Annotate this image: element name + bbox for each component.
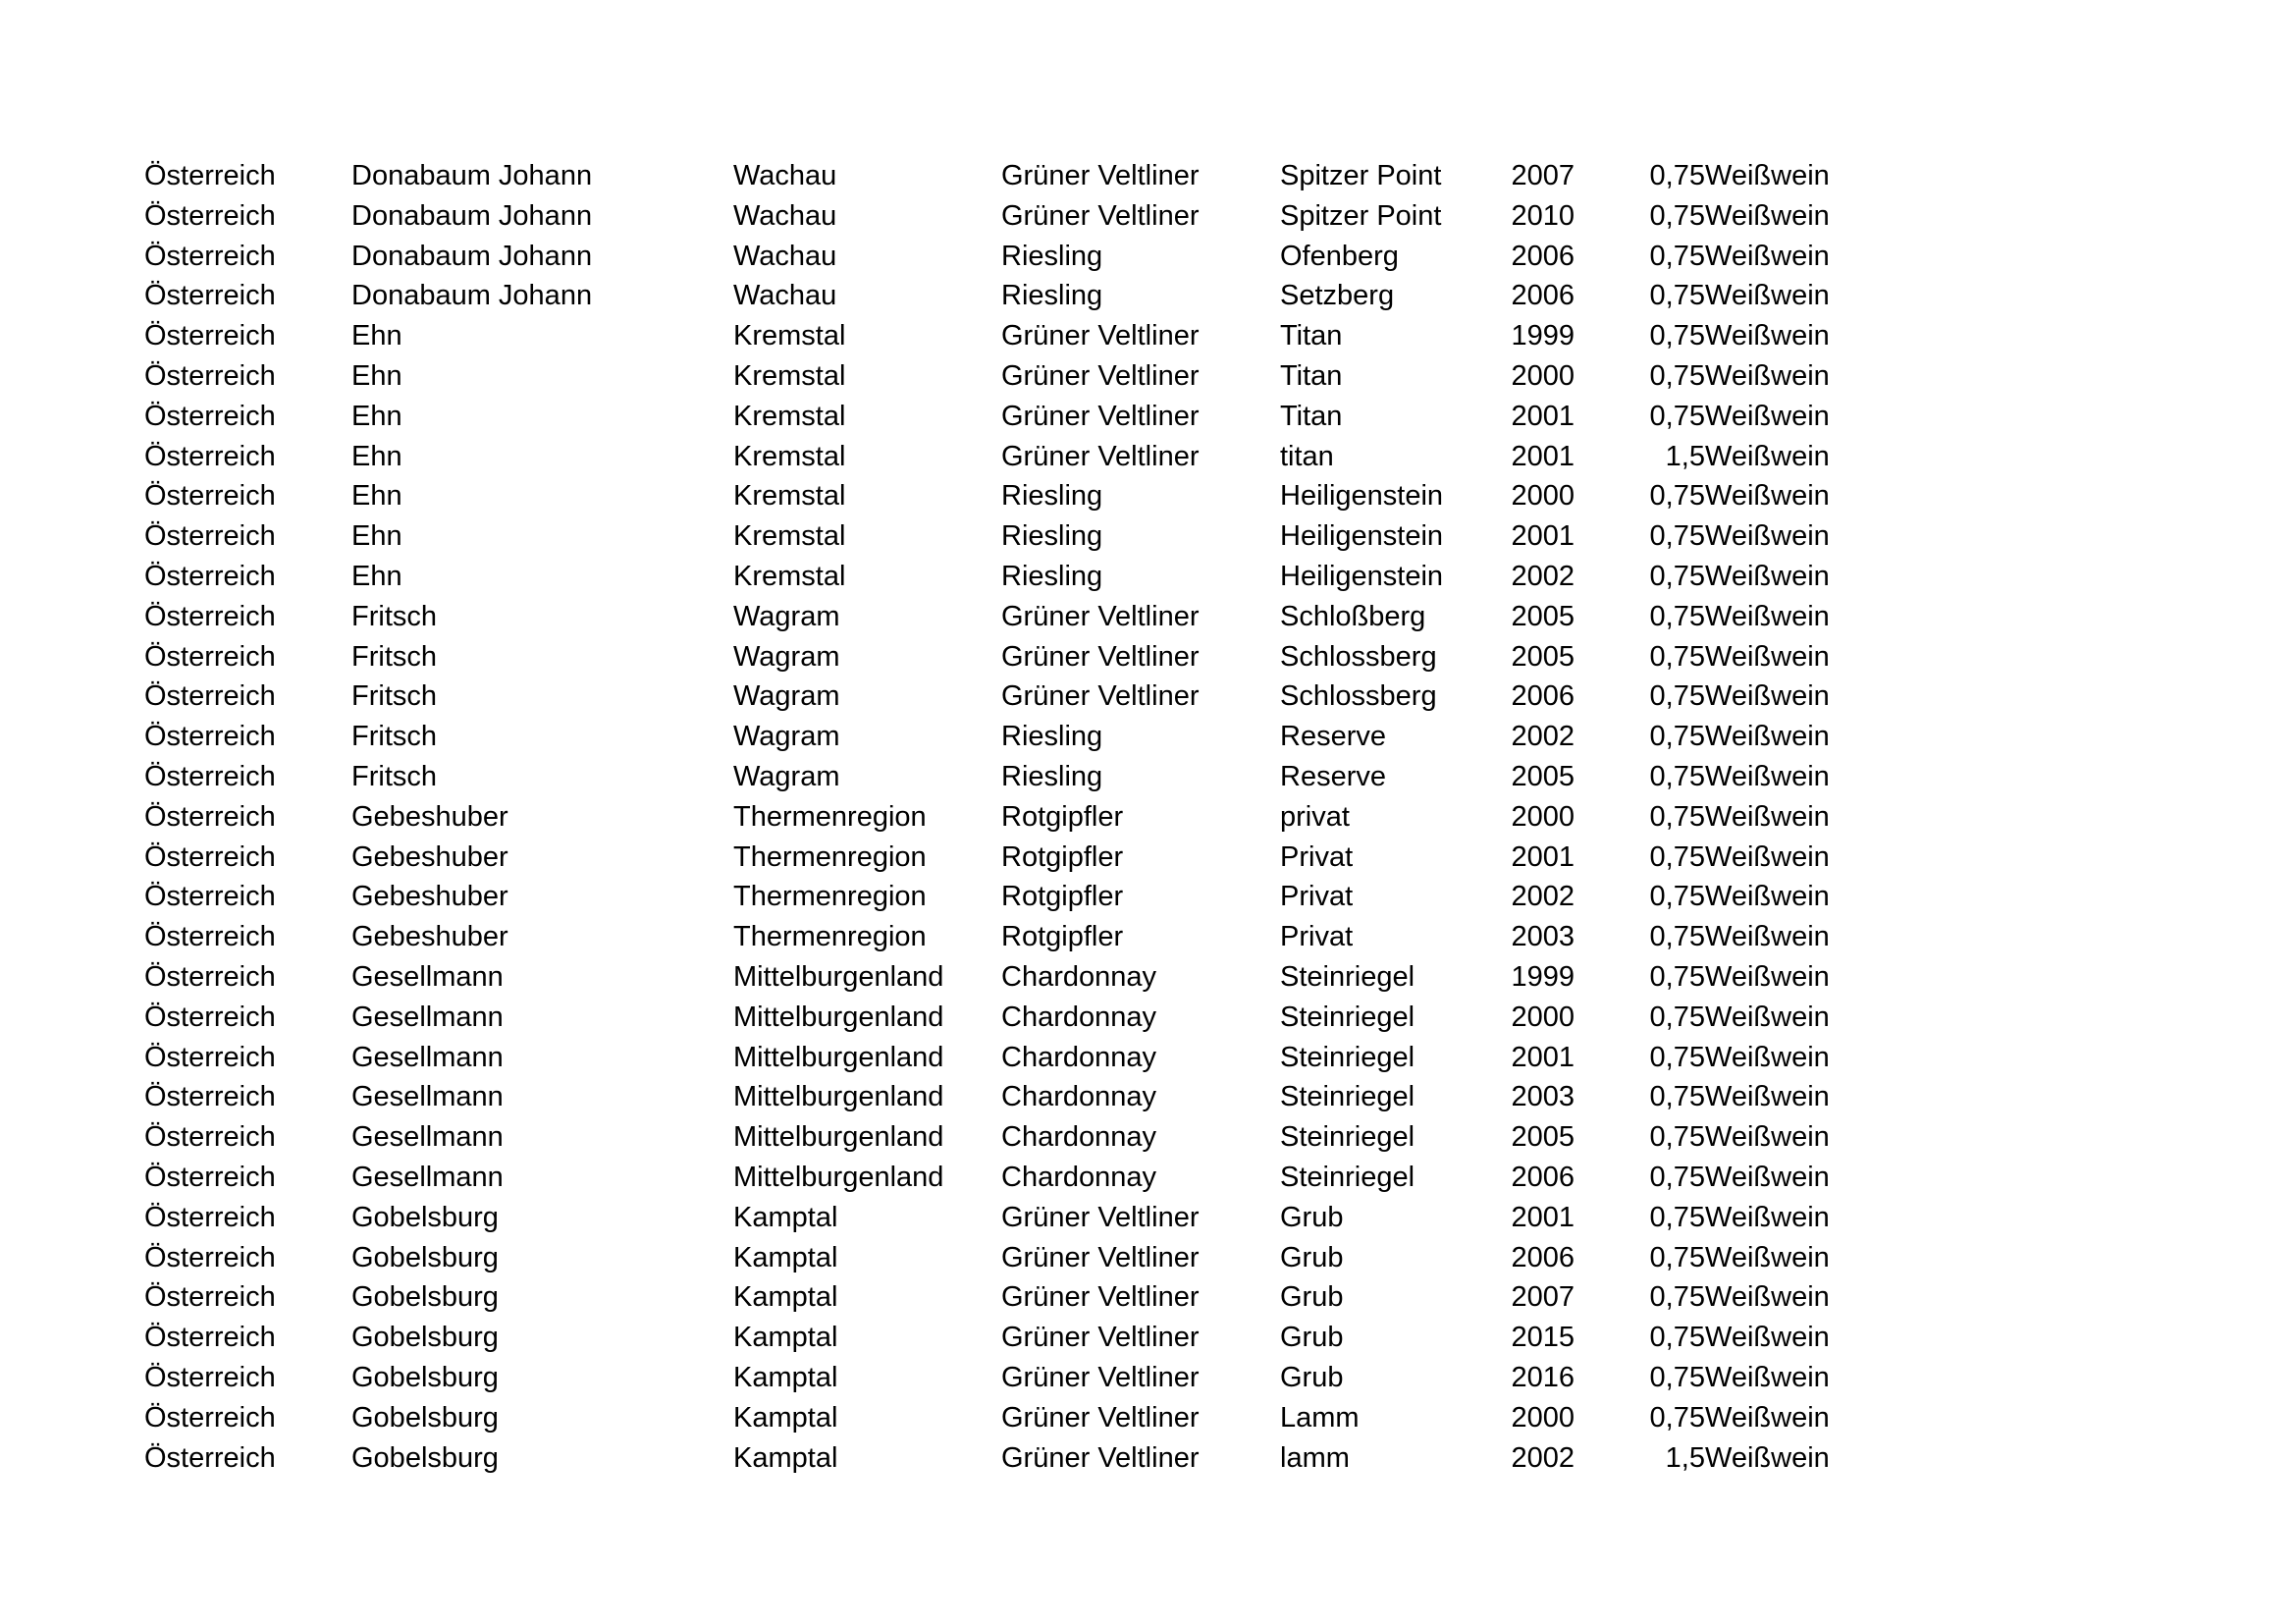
region-cell: Wachau xyxy=(733,199,837,232)
winery-cell: Gobelsburg xyxy=(351,1201,499,1233)
winery-cell: Gebeshuber xyxy=(351,800,508,833)
table-row xyxy=(144,237,1901,277)
vineyard-cell: Grub xyxy=(1280,1241,1344,1273)
winery-cell: Gesellmann xyxy=(351,1001,504,1033)
grape-cell: Grüner Veltliner xyxy=(1001,600,1200,632)
region-cell: Mittelburgenland xyxy=(733,1041,944,1073)
region-cell: Kremstal xyxy=(733,560,846,592)
vintage-cell: 1999 xyxy=(1511,960,1575,993)
grape-cell: Riesling xyxy=(1001,520,1103,553)
winery-cell: Ehn xyxy=(351,560,402,592)
vineyard-cell: Grub xyxy=(1280,1322,1344,1354)
wine-type-cell: Weißwein xyxy=(1705,680,1830,713)
vintage-cell: 2002 xyxy=(1511,881,1575,913)
region-cell: Thermenregion xyxy=(733,840,927,873)
volume-cell: 0,75 xyxy=(1649,1041,1705,1073)
country-cell: Österreich xyxy=(144,840,276,873)
table-row xyxy=(144,1438,1901,1479)
vintage-cell: 2000 xyxy=(1511,800,1575,833)
volume-cell: 0,75 xyxy=(1649,1201,1705,1233)
vintage-cell: 2001 xyxy=(1511,520,1575,553)
table-row xyxy=(144,838,1901,878)
vintage-cell: 2001 xyxy=(1511,840,1575,873)
grape-cell: Riesling xyxy=(1001,760,1103,792)
vineyard-cell: Privat xyxy=(1280,921,1354,953)
volume-cell: 0,75 xyxy=(1649,359,1705,392)
vintage-cell: 2001 xyxy=(1511,440,1575,472)
region-cell: Kamptal xyxy=(733,1401,838,1434)
vineyard-cell: Spitzer Point xyxy=(1280,199,1442,232)
grape-cell: Riesling xyxy=(1001,480,1103,513)
vintage-cell: 2005 xyxy=(1511,760,1575,792)
region-cell: Kremstal xyxy=(733,440,846,472)
country-cell: Österreich xyxy=(144,320,276,352)
wine-type-cell: Weißwein xyxy=(1705,199,1830,232)
wine-type-cell: Weißwein xyxy=(1705,840,1830,873)
grape-cell: Chardonnay xyxy=(1001,1121,1156,1154)
vintage-cell: 2016 xyxy=(1511,1361,1575,1393)
volume-cell: 0,75 xyxy=(1649,1241,1705,1273)
vineyard-cell: Titan xyxy=(1280,400,1343,432)
table-row xyxy=(144,957,1901,998)
volume-cell: 0,75 xyxy=(1649,560,1705,592)
vintage-cell: 2005 xyxy=(1511,600,1575,632)
wine-list-table xyxy=(144,156,1901,1478)
vineyard-cell: Titan xyxy=(1280,320,1343,352)
region-cell: Wagram xyxy=(733,640,840,673)
winery-cell: Gobelsburg xyxy=(351,1241,499,1273)
wine-type-cell: Weißwein xyxy=(1705,240,1830,272)
vineyard-cell: Setzberg xyxy=(1280,280,1395,312)
volume-cell: 1,5 xyxy=(1665,440,1705,472)
country-cell: Österreich xyxy=(144,240,276,272)
country-cell: Österreich xyxy=(144,520,276,553)
grape-cell: Grüner Veltliner xyxy=(1001,680,1200,713)
grape-cell: Grüner Veltliner xyxy=(1001,440,1200,472)
grape-cell: Grüner Veltliner xyxy=(1001,1441,1200,1474)
table-row xyxy=(144,998,1901,1038)
table-row xyxy=(144,1198,1901,1238)
country-cell: Österreich xyxy=(144,1121,276,1154)
winery-cell: Ehn xyxy=(351,320,402,352)
volume-cell: 0,75 xyxy=(1649,1081,1705,1113)
grape-cell: Grüner Veltliner xyxy=(1001,1401,1200,1434)
table-row xyxy=(144,757,1901,797)
winery-cell: Gobelsburg xyxy=(351,1322,499,1354)
volume-cell: 0,75 xyxy=(1649,1001,1705,1033)
region-cell: Kamptal xyxy=(733,1201,838,1233)
vineyard-cell: Steinriegel xyxy=(1280,1001,1415,1033)
vineyard-cell: titan xyxy=(1280,440,1334,472)
table-row xyxy=(144,1077,1901,1117)
grape-cell: Chardonnay xyxy=(1001,1041,1156,1073)
winery-cell: Donabaum Johann xyxy=(351,280,593,312)
vintage-cell: 2002 xyxy=(1511,560,1575,592)
table-row xyxy=(144,437,1901,477)
region-cell: Mittelburgenland xyxy=(733,1001,944,1033)
grape-cell: Riesling xyxy=(1001,560,1103,592)
vineyard-cell: Titan xyxy=(1280,359,1343,392)
country-cell: Österreich xyxy=(144,721,276,753)
vintage-cell: 2001 xyxy=(1511,1041,1575,1073)
region-cell: Wagram xyxy=(733,760,840,792)
volume-cell: 0,75 xyxy=(1649,1281,1705,1314)
vineyard-cell: Grub xyxy=(1280,1201,1344,1233)
wine-type-cell: Weißwein xyxy=(1705,640,1830,673)
vintage-cell: 2002 xyxy=(1511,1441,1575,1474)
winery-cell: Donabaum Johann xyxy=(351,240,593,272)
volume-cell: 0,75 xyxy=(1649,240,1705,272)
volume-cell: 0,75 xyxy=(1649,800,1705,833)
vintage-cell: 2007 xyxy=(1511,160,1575,191)
country-cell: Österreich xyxy=(144,1322,276,1354)
grape-cell: Rotgipfler xyxy=(1001,840,1124,873)
volume-cell: 0,75 xyxy=(1649,1401,1705,1434)
wine-type-cell: Weißwein xyxy=(1705,1081,1830,1113)
grape-cell: Rotgipfler xyxy=(1001,881,1124,913)
region-cell: Thermenregion xyxy=(733,800,927,833)
table-row xyxy=(144,637,1901,677)
wine-type-cell: Weißwein xyxy=(1705,1001,1830,1033)
winery-cell: Ehn xyxy=(351,520,402,553)
country-cell: Österreich xyxy=(144,640,276,673)
table-row xyxy=(144,516,1901,557)
country-cell: Österreich xyxy=(144,560,276,592)
wine-type-cell: Weißwein xyxy=(1705,400,1830,432)
vintage-cell: 2007 xyxy=(1511,1281,1575,1314)
region-cell: Kremstal xyxy=(733,320,846,352)
wine-type-cell: Weißwein xyxy=(1705,1401,1830,1434)
winery-cell: Ehn xyxy=(351,400,402,432)
table-row xyxy=(144,1398,1901,1438)
table-row xyxy=(144,196,1901,237)
vineyard-cell: Privat xyxy=(1280,881,1354,913)
grape-cell: Grüner Veltliner xyxy=(1001,320,1200,352)
vintage-cell: 2006 xyxy=(1511,1161,1575,1193)
grape-cell: Grüner Veltliner xyxy=(1001,1241,1200,1273)
volume-cell: 0,75 xyxy=(1649,480,1705,513)
region-cell: Kremstal xyxy=(733,400,846,432)
wine-type-cell: Weißwein xyxy=(1705,721,1830,753)
winery-cell: Ehn xyxy=(351,440,402,472)
wine-type-cell: Weißwein xyxy=(1705,760,1830,792)
vineyard-cell: Reserve xyxy=(1280,721,1386,753)
region-cell: Wachau xyxy=(733,240,837,272)
wine-type-cell: Weißwein xyxy=(1705,1161,1830,1193)
volume-cell: 0,75 xyxy=(1649,280,1705,312)
vintage-cell: 2003 xyxy=(1511,1081,1575,1113)
winery-cell: Gebeshuber xyxy=(351,840,508,873)
country-cell: Österreich xyxy=(144,1081,276,1113)
table-row xyxy=(144,1158,1901,1198)
winery-cell: Gesellmann xyxy=(351,1081,504,1113)
country-cell: Österreich xyxy=(144,280,276,312)
region-cell: Kremstal xyxy=(733,359,846,392)
country-cell: Österreich xyxy=(144,160,276,191)
vineyard-cell: Grub xyxy=(1280,1361,1344,1393)
wine-type-cell: Weißwein xyxy=(1705,520,1830,553)
grape-cell: Grüner Veltliner xyxy=(1001,1201,1200,1233)
winery-cell: Gobelsburg xyxy=(351,1361,499,1393)
country-cell: Österreich xyxy=(144,760,276,792)
grape-cell: Chardonnay xyxy=(1001,1001,1156,1033)
country-cell: Österreich xyxy=(144,1281,276,1314)
vintage-cell: 2000 xyxy=(1511,1001,1575,1033)
volume-cell: 0,75 xyxy=(1649,640,1705,673)
volume-cell: 0,75 xyxy=(1649,960,1705,993)
country-cell: Österreich xyxy=(144,1201,276,1233)
grape-cell: Rotgipfler xyxy=(1001,800,1124,833)
wine-table-body xyxy=(144,156,1901,1478)
country-cell: Österreich xyxy=(144,1441,276,1474)
country-cell: Österreich xyxy=(144,480,276,513)
volume-cell: 0,75 xyxy=(1649,1322,1705,1354)
volume-cell: 0,75 xyxy=(1649,840,1705,873)
country-cell: Österreich xyxy=(144,1161,276,1193)
volume-cell: 0,75 xyxy=(1649,760,1705,792)
country-cell: Österreich xyxy=(144,921,276,953)
vintage-cell: 2006 xyxy=(1511,240,1575,272)
winery-cell: Donabaum Johann xyxy=(351,160,593,191)
volume-cell: 0,75 xyxy=(1649,1121,1705,1154)
grape-cell: Grüner Veltliner xyxy=(1001,199,1200,232)
country-cell: Österreich xyxy=(144,960,276,993)
winery-cell: Fritsch xyxy=(351,760,437,792)
table-row xyxy=(144,1277,1901,1318)
wine-type-cell: Weißwein xyxy=(1705,160,1830,191)
country-cell: Österreich xyxy=(144,1241,276,1273)
vineyard-cell: Lamm xyxy=(1280,1401,1360,1434)
region-cell: Wachau xyxy=(733,160,837,191)
table-row xyxy=(144,1358,1901,1398)
winery-cell: Gobelsburg xyxy=(351,1441,499,1474)
vineyard-cell: Schlossberg xyxy=(1280,640,1437,673)
table-row xyxy=(144,1238,1901,1278)
table-row xyxy=(144,557,1901,597)
vineyard-cell: Grub xyxy=(1280,1281,1344,1314)
country-cell: Österreich xyxy=(144,680,276,713)
country-cell: Österreich xyxy=(144,1001,276,1033)
vineyard-cell: Steinriegel xyxy=(1280,1081,1415,1113)
grape-cell: Grüner Veltliner xyxy=(1001,1322,1200,1354)
country-cell: Österreich xyxy=(144,400,276,432)
vineyard-cell: Steinriegel xyxy=(1280,1161,1415,1193)
grape-cell: Riesling xyxy=(1001,240,1103,272)
table-row xyxy=(144,397,1901,437)
region-cell: Mittelburgenland xyxy=(733,960,944,993)
region-cell: Kamptal xyxy=(733,1441,838,1474)
vintage-cell: 2001 xyxy=(1511,400,1575,432)
vintage-cell: 2000 xyxy=(1511,359,1575,392)
wine-type-cell: Weißwein xyxy=(1705,1121,1830,1154)
vineyard-cell: Reserve xyxy=(1280,760,1386,792)
country-cell: Österreich xyxy=(144,881,276,913)
table-row xyxy=(144,156,1901,196)
region-cell: Wagram xyxy=(733,600,840,632)
vineyard-cell: Heiligenstein xyxy=(1280,480,1444,513)
vintage-cell: 2001 xyxy=(1511,1201,1575,1233)
grape-cell: Grüner Veltliner xyxy=(1001,1281,1200,1314)
volume-cell: 0,75 xyxy=(1649,921,1705,953)
wine-type-cell: Weißwein xyxy=(1705,560,1830,592)
wine-type-cell: Weißwein xyxy=(1705,800,1830,833)
winery-cell: Gebeshuber xyxy=(351,881,508,913)
winery-cell: Gesellmann xyxy=(351,1121,504,1154)
grape-cell: Grüner Veltliner xyxy=(1001,1361,1200,1393)
winery-cell: Gesellmann xyxy=(351,1161,504,1193)
vineyard-cell: Ofenberg xyxy=(1280,240,1399,272)
region-cell: Kamptal xyxy=(733,1361,838,1393)
vineyard-cell: Steinriegel xyxy=(1280,960,1415,993)
wine-type-cell: Weißwein xyxy=(1705,440,1830,472)
volume-cell: 0,75 xyxy=(1649,1361,1705,1393)
wine-type-cell: Weißwein xyxy=(1705,960,1830,993)
wine-type-cell: Weißwein xyxy=(1705,1241,1830,1273)
grape-cell: Riesling xyxy=(1001,721,1103,753)
winery-cell: Ehn xyxy=(351,480,402,513)
table-row xyxy=(144,677,1901,717)
volume-cell: 0,75 xyxy=(1649,320,1705,352)
winery-cell: Fritsch xyxy=(351,640,437,673)
table-row xyxy=(144,316,1901,356)
vintage-cell: 2006 xyxy=(1511,280,1575,312)
region-cell: Kremstal xyxy=(733,520,846,553)
country-cell: Österreich xyxy=(144,199,276,232)
volume-cell: 0,75 xyxy=(1649,199,1705,232)
country-cell: Österreich xyxy=(144,440,276,472)
winery-cell: Gesellmann xyxy=(351,1041,504,1073)
vintage-cell: 2015 xyxy=(1511,1322,1575,1354)
region-cell: Mittelburgenland xyxy=(733,1121,944,1154)
wine-type-cell: Weißwein xyxy=(1705,1041,1830,1073)
volume-cell: 0,75 xyxy=(1649,600,1705,632)
grape-cell: Riesling xyxy=(1001,280,1103,312)
region-cell: Mittelburgenland xyxy=(733,1161,944,1193)
table-row xyxy=(144,597,1901,637)
table-row xyxy=(144,877,1901,917)
grape-cell: Rotgipfler xyxy=(1001,921,1124,953)
vintage-cell: 2002 xyxy=(1511,721,1575,753)
vintage-cell: 1999 xyxy=(1511,320,1575,352)
wine-type-cell: Weißwein xyxy=(1705,1361,1830,1393)
vineyard-cell: Steinriegel xyxy=(1280,1041,1415,1073)
vineyard-cell: Schloßberg xyxy=(1280,600,1426,632)
vintage-cell: 2000 xyxy=(1511,1401,1575,1434)
vintage-cell: 2005 xyxy=(1511,640,1575,673)
table-row xyxy=(144,717,1901,757)
region-cell: Wagram xyxy=(733,721,840,753)
vintage-cell: 2005 xyxy=(1511,1121,1575,1154)
wine-type-cell: Weißwein xyxy=(1705,1281,1830,1314)
grape-cell: Grüner Veltliner xyxy=(1001,160,1200,191)
table-row xyxy=(144,917,1901,957)
volume-cell: 0,75 xyxy=(1649,680,1705,713)
winery-cell: Fritsch xyxy=(351,721,437,753)
vineyard-cell: Privat xyxy=(1280,840,1354,873)
region-cell: Kamptal xyxy=(733,1241,838,1273)
grape-cell: Chardonnay xyxy=(1001,1161,1156,1193)
winery-cell: Ehn xyxy=(351,359,402,392)
country-cell: Österreich xyxy=(144,1361,276,1393)
region-cell: Wagram xyxy=(733,680,840,713)
region-cell: Wachau xyxy=(733,280,837,312)
vintage-cell: 2000 xyxy=(1511,480,1575,513)
vintage-cell: 2006 xyxy=(1511,680,1575,713)
vineyard-cell: Spitzer Point xyxy=(1280,160,1442,191)
region-cell: Kremstal xyxy=(733,480,846,513)
country-cell: Österreich xyxy=(144,800,276,833)
country-cell: Österreich xyxy=(144,1401,276,1434)
vineyard-cell: Heiligenstein xyxy=(1280,560,1444,592)
country-cell: Österreich xyxy=(144,359,276,392)
volume-cell: 0,75 xyxy=(1649,881,1705,913)
volume-cell: 1,5 xyxy=(1665,1441,1705,1474)
winery-cell: Fritsch xyxy=(351,680,437,713)
country-cell: Österreich xyxy=(144,1041,276,1073)
grape-cell: Grüner Veltliner xyxy=(1001,400,1200,432)
vineyard-cell: Heiligenstein xyxy=(1280,520,1444,553)
table-row xyxy=(144,276,1901,316)
region-cell: Mittelburgenland xyxy=(733,1081,944,1113)
volume-cell: 0,75 xyxy=(1649,520,1705,553)
winery-cell: Fritsch xyxy=(351,600,437,632)
wine-type-cell: Weißwein xyxy=(1705,1322,1830,1354)
region-cell: Thermenregion xyxy=(733,881,927,913)
country-cell: Österreich xyxy=(144,600,276,632)
table-row xyxy=(144,476,1901,516)
region-cell: Thermenregion xyxy=(733,921,927,953)
vintage-cell: 2010 xyxy=(1511,199,1575,232)
grape-cell: Chardonnay xyxy=(1001,960,1156,993)
region-cell: Kamptal xyxy=(733,1322,838,1354)
grape-cell: Grüner Veltliner xyxy=(1001,640,1200,673)
winery-cell: Gobelsburg xyxy=(351,1281,499,1314)
wine-type-cell: Weißwein xyxy=(1705,480,1830,513)
grape-cell: Chardonnay xyxy=(1001,1081,1156,1113)
table-row xyxy=(144,1038,1901,1078)
wine-type-cell: Weißwein xyxy=(1705,921,1830,953)
wine-type-cell: Weißwein xyxy=(1705,320,1830,352)
wine-type-cell: Weißwein xyxy=(1705,359,1830,392)
volume-cell: 0,75 xyxy=(1649,400,1705,432)
volume-cell: 0,75 xyxy=(1649,1161,1705,1193)
wine-type-cell: Weißwein xyxy=(1705,1201,1830,1233)
winery-cell: Gebeshuber xyxy=(351,921,508,953)
vineyard-cell: Schlossberg xyxy=(1280,680,1437,713)
vineyard-cell: privat xyxy=(1280,800,1350,833)
winery-cell: Donabaum Johann xyxy=(351,199,593,232)
volume-cell: 0,75 xyxy=(1649,721,1705,753)
wine-type-cell: Weißwein xyxy=(1705,280,1830,312)
winery-cell: Gobelsburg xyxy=(351,1401,499,1434)
vintage-cell: 2006 xyxy=(1511,1241,1575,1273)
wine-type-cell: Weißwein xyxy=(1705,600,1830,632)
winery-cell: Gesellmann xyxy=(351,960,504,993)
wine-type-cell: Weißwein xyxy=(1705,881,1830,913)
table-row xyxy=(144,356,1901,397)
table-row xyxy=(144,797,1901,838)
wine-type-cell: Weißwein xyxy=(1705,1441,1830,1474)
table-row xyxy=(144,1318,1901,1358)
vintage-cell: 2003 xyxy=(1511,921,1575,953)
vineyard-cell: lamm xyxy=(1280,1441,1350,1474)
region-cell: Kamptal xyxy=(733,1281,838,1314)
volume-cell: 0,75 xyxy=(1649,160,1705,191)
table-row xyxy=(144,1117,1901,1158)
vineyard-cell: Steinriegel xyxy=(1280,1121,1415,1154)
grape-cell: Grüner Veltliner xyxy=(1001,359,1200,392)
